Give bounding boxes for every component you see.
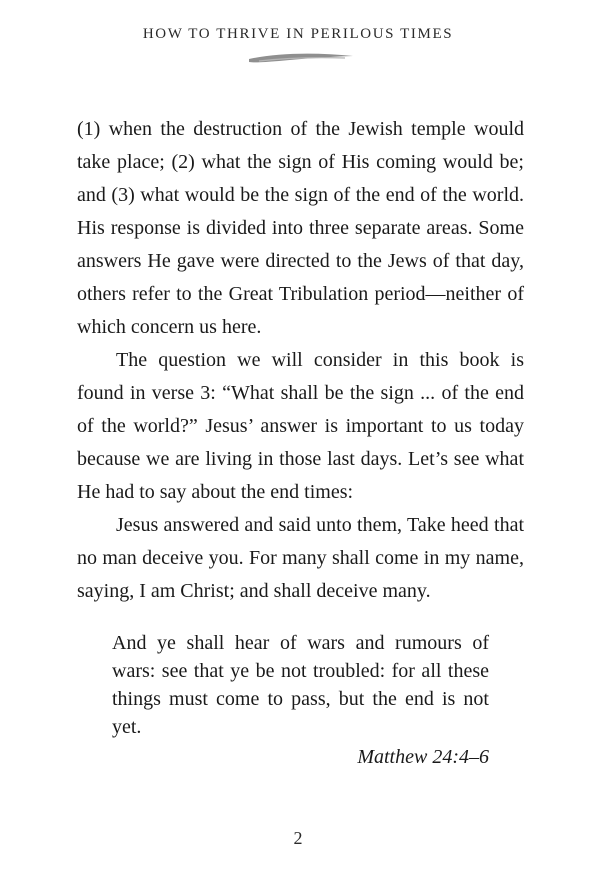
scripture-citation: Matthew 24:4–6	[357, 746, 489, 768]
paragraph-1: (1) when the destruction of the Jewish temple would take place; (2) what the sign of His coming would be; and (3) what would be the sign of the end of the world. His response is divided into three separate areas. Some answers He gave were directed to the Jews of that day, others refer to the Great Tribulation period—neither of which concern us here.	[77, 118, 524, 338]
body-text	[77, 113, 524, 608]
quote-text: And ye shall hear of wars and rumours of wars: see that ye be not troubled: for all these things must come to pass, but the end is not yet.	[112, 632, 489, 738]
paragraph-3: Jesus answered and said unto them, Take heed that no man deceive you. For many shall come in my name, saying, I am Christ; and shall deceive many.	[77, 514, 524, 602]
running-head-title: HOW TO THRIVE IN PERILOUS TIMES	[142, 26, 454, 42]
scripture-quote	[112, 629, 489, 741]
page-number: 2	[293, 828, 303, 848]
brush-stroke-ornament	[245, 50, 357, 66]
paragraph-2: The question we will consider in this book is found in verse 3: “What shall be the sign ... of the end of the world?” Jesus’ answer is important to us today because we are living in those last days. Let’s see what He had to say about the end times:	[77, 349, 524, 503]
